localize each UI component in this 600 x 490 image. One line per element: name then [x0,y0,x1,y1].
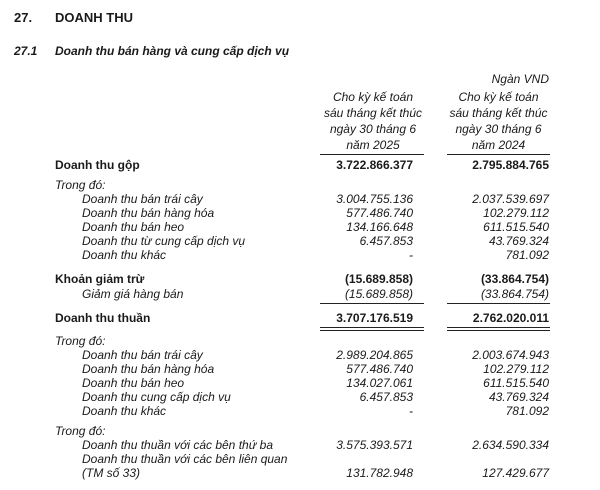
gross-item-2025: - [409,248,413,262]
deductions-2024: (33.864.754) [480,272,549,286]
net-item-label: Doanh thu bán heo [82,376,185,390]
gross-item-2024: 2.037.539.697 [472,192,549,206]
gross-revenue-2024: 2.795.884.765 [472,158,549,172]
third-party-2025: 3.575.393.571 [336,438,413,452]
gross-item-label: Doanh thu bán trái cây [82,192,203,206]
third-party-2024: 2.634.590.334 [472,438,549,452]
column-header-2025: Cho kỳ kế toán sáu tháng kết thúc ngày 30 tháng 6 năm 2025 [323,90,423,152]
related-party-2024: 127.429.677 [482,466,549,480]
header-rule-2025 [320,154,424,155]
related-party-2025: 131.782.948 [346,466,413,480]
subsection-number: 27.1 [14,44,38,58]
net-of-which-2: Trong đó: [55,424,106,438]
currency-label: Ngàn VND [491,72,549,86]
net-item-2025: 2.989.204.865 [336,348,413,362]
net-item-label: Doanh thu bán trái cây [82,348,203,362]
net-item-2024: 611.515.540 [483,376,549,390]
related-party-label-2: (TM số 33) [82,466,141,480]
net-item-2024: 43.769.324 [488,390,549,404]
deductions-label: Khoản giảm trừ [55,272,145,286]
net-item-2024: 781.092 [505,404,549,418]
net-rule-2025-b [320,330,424,331]
section-number: 27. [14,10,33,25]
related-party-label-1: Doanh thu thuần với các bên liên quan [82,452,288,466]
column-header-2024: Cho kỳ kế toán sáu tháng kết thúc ngày 30 tháng 6 năm 2024 [449,90,548,152]
subsection-title: Doanh thu bán hàng và cung cấp dịch vụ [55,44,290,58]
net-item-label: Doanh thu cung cấp dịch vụ [82,390,231,404]
net-item-2024: 2.003.674.943 [472,348,549,362]
net-item-label: Doanh thu bán hàng hóa [82,362,215,376]
net-revenue-2025: 3.707.176.519 [336,311,413,325]
net-rule-2024-a [447,327,550,328]
deductions-rule-2024 [447,303,550,304]
deductions-rule-2025 [320,303,424,304]
net-item-2025: 134.027.061 [346,376,413,390]
deductions-2025: (15.689.858) [344,272,413,286]
net-revenue-2024: 2.762.020.011 [472,311,549,325]
net-of-which: Trong đó: [55,334,106,348]
section-title: DOANH THU [55,10,133,25]
deduction-item-2024: (33.864.754) [480,287,549,301]
header-rule-2024 [447,154,550,155]
gross-item-2024: 781.092 [505,248,549,262]
gross-item-2025: 3.004.755.136 [336,192,413,206]
net-item-2025: - [409,404,413,418]
deduction-item-2025: (15.689.858) [344,287,413,301]
gross-revenue-label: Doanh thu gộp [55,158,140,172]
gross-item-label: Doanh thu từ cung cấp dịch vụ [82,234,246,248]
gross-revenue-2025: 3.722.866.377 [336,158,413,172]
gross-item-2025: 6.457.853 [359,234,413,248]
net-rule-2025-a [320,327,424,328]
gross-item-label: Doanh thu khác [82,248,167,262]
net-item-label: Doanh thu khác [82,404,167,418]
net-revenue-label: Doanh thu thuần [55,311,151,325]
gross-of-which: Trong đó: [55,178,106,192]
gross-item-2024: 611.515.540 [483,220,549,234]
gross-item-label: Doanh thu bán heo [82,220,185,234]
gross-item-label: Doanh thu bán hàng hóa [82,206,215,220]
net-item-2025: 6.457.853 [359,390,413,404]
third-party-label: Doanh thu thuần với các bên thứ ba [82,438,273,452]
net-item-2025: 577.486.740 [346,362,413,376]
net-rule-2024-b [447,330,550,331]
net-item-2024: 102.279.112 [483,362,549,376]
gross-item-2024: 102.279.112 [483,206,549,220]
gross-item-2024: 43.769.324 [488,234,549,248]
deduction-item-label: Giảm giá hàng bán [82,287,184,301]
gross-item-2025: 577.486.740 [346,206,413,220]
gross-item-2025: 134.166.648 [346,220,413,234]
